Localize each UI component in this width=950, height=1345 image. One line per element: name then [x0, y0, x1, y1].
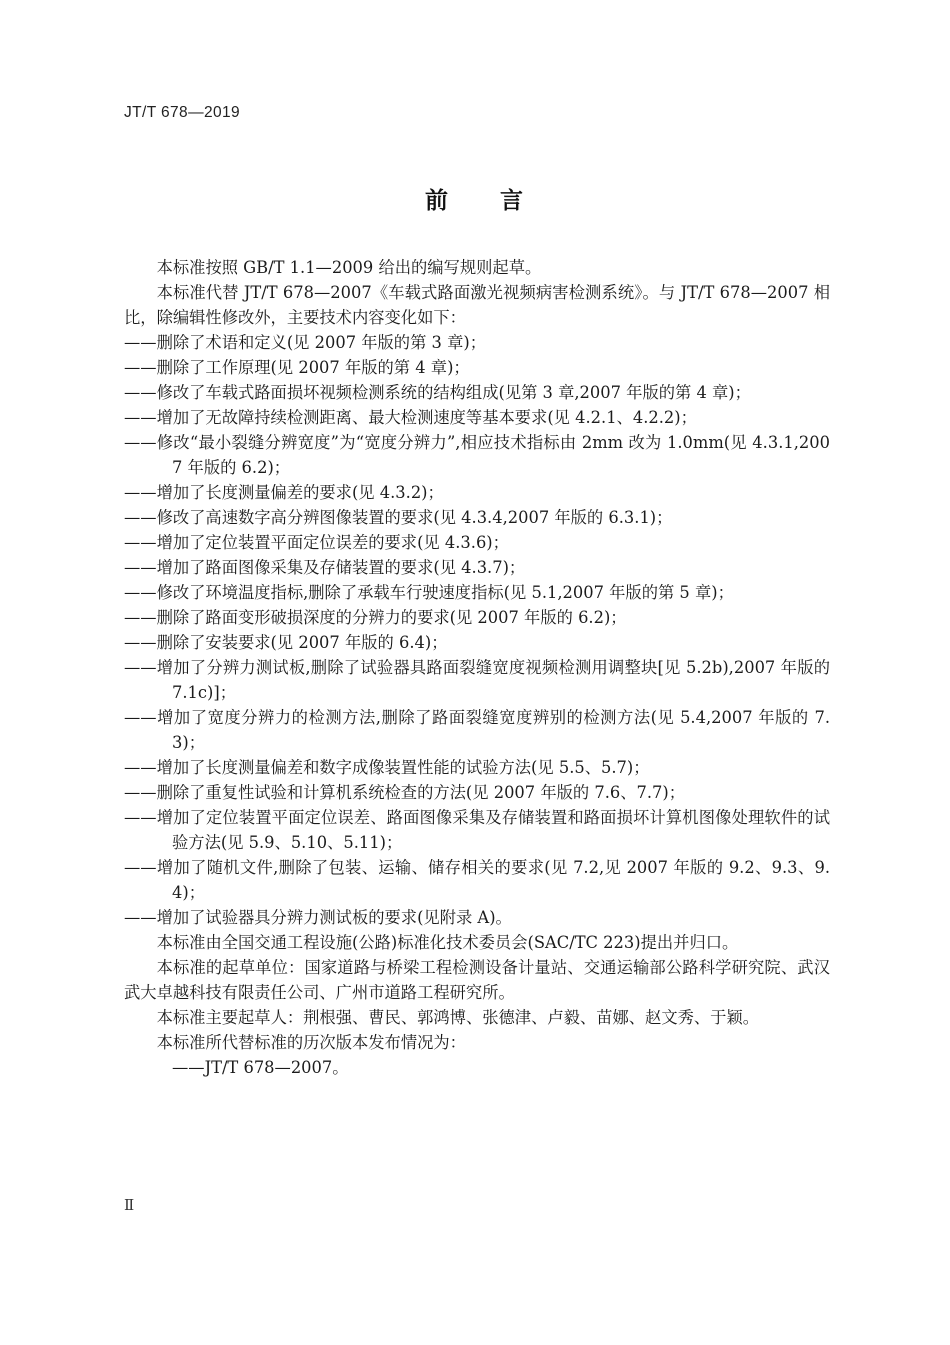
list-item: ——增加了定位装置平面定位误差、路面图像采集及存储装置和路面损坏计算机图像处理软件的试验方法(见 5.9、5.10、5.11)；	[124, 808, 830, 852]
list-item: ——增加了长度测量偏差的要求(见 4.3.2)；	[124, 483, 444, 502]
paragraph: 本标准所代替标准的历次版本发布情况为：	[156, 1033, 466, 1052]
list-item: ——增加了定位装置平面定位误差的要求(见 4.3.6)；	[124, 533, 509, 552]
list-item: ——修改了高速数字高分辨图像装置的要求(见 4.3.4,2007 年版的 6.3.1)；	[124, 508, 673, 527]
running-head: JT/T 678—2019	[124, 104, 241, 121]
list-item: ——删除了术语和定义(见 2007 年版的第 3 章)；	[124, 333, 486, 352]
list-item: ——修改了环境温度指标,删除了承载车行驶速度指标(见 5.1,2007 年版的第 5 章)；	[124, 583, 734, 602]
list-item: ——删除了路面变形破损深度的分辨力的要求(见 2007 年版的 6.2)；	[124, 608, 627, 627]
list-item: ——增加了试验器具分辨力测试板的要求(见附录 A)。	[124, 908, 512, 927]
list-item: ——增加了随机文件,删除了包装、运输、储存相关的要求(见 7.2,见 2007 年版的 9.2、9.3、9.4)；	[124, 858, 830, 902]
list-item: ——增加了无故障持续检测距离、最大检测速度等基本要求(见 4.2.1、4.2.2)；	[124, 408, 697, 427]
page-number: Ⅱ	[124, 1196, 135, 1214]
list-item: ——删除了工作原理(见 2007 年版的第 4 章)；	[124, 358, 470, 377]
paragraph: 本标准按照 GB/T 1.1—2009 给出的编写规则起草。	[156, 258, 542, 277]
list-item: ——增加了宽度分辨力的检测方法,删除了路面裂缝宽度辨别的检测方法(见 5.4,2007 年版的 7.3)；	[124, 708, 830, 752]
foreword-body	[124, 255, 830, 1080]
page-title: 前 言	[425, 188, 525, 214]
list-item: ——JT/T 678—2007。	[172, 1058, 349, 1077]
list-item: ——修改了车载式路面损坏视频检测系统的结构组成(见第 3 章,2007 年版的第 4 章)；	[124, 383, 751, 402]
paragraph: 本标准由全国交通工程设施(公路)标准化技术委员会(SAC/TC 223)提出并归口。	[156, 933, 739, 952]
list-item: ——删除了安装要求(见 2007 年版的 6.4)；	[124, 633, 448, 652]
list-item: ——修改“最小裂缝分辨宽度”为“宽度分辨力”,相应技术指标由 2mm 改为 1.0mm(见 4.3.1,2007 年版的 6.2)；	[124, 433, 830, 477]
list-item: ——增加了分辨力测试板,删除了试验器具路面裂缝宽度视频检测用调整块[见 5.2b),2007 年版的 7.1c)]；	[124, 658, 830, 702]
paragraph: 本标准的起草单位：国家道路与桥梁工程检测设备计量站、交通运输部公路科学研究院、武汉武大卓越科技有限责任公司、广州市道路工程研究所。	[124, 958, 830, 1002]
paragraph: 本标准主要起草人：荆根强、曹民、郭鸿博、张德津、卢毅、苗娜、赵文秀、于颖。	[156, 1008, 760, 1027]
list-item: ——增加了长度测量偏差和数字成像装置性能的试验方法(见 5.5、5.7)；	[124, 758, 650, 777]
list-item: ——增加了路面图像采集及存储装置的要求(见 4.3.7)；	[124, 558, 526, 577]
list-item: ——删除了重复性试验和计算机系统检查的方法(见 2007 年版的 7.6、7.7)；	[124, 783, 686, 802]
paragraph: 本标准代替 JT/T 678—2007《车载式路面激光视频病害检测系统》。与 JT/T 678—2007 相比，除编辑性修改外，主要技术内容变化如下：	[124, 283, 830, 327]
